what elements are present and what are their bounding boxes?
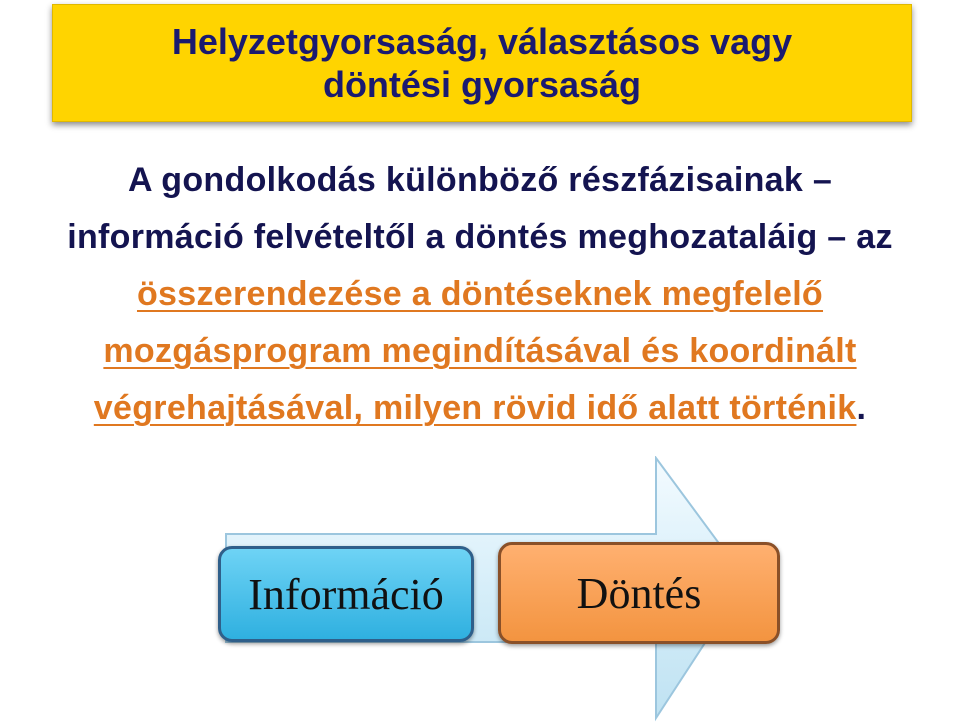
definition-text (0, 152, 960, 437)
text-line-5 (0, 380, 960, 437)
title-line-1: Helyzetgyorsaság, választásos vagy (171, 20, 793, 62)
text-line-3: összerendezése a döntéseknek megfelelő (136, 275, 824, 313)
text-line-5-highlight: végrehajtásával, milyen rövid idő alatt történik (93, 389, 857, 427)
text-line-5-period: . (856, 389, 867, 427)
process-diagram (206, 456, 766, 722)
title-line-2: döntési gyorsaság (322, 64, 642, 105)
information-box (218, 546, 474, 642)
title-box (52, 4, 912, 122)
text-line-2: információ felvételtől a döntés meghozataláig – az (67, 218, 893, 256)
text-line-4: mozgásprogram megindításával és koordinált (103, 332, 857, 370)
information-label: Információ (248, 569, 444, 619)
decision-box (498, 542, 780, 644)
text-line-1: A gondolkodás különböző részfázisainak – (127, 161, 833, 199)
decision-label: Döntés (576, 568, 702, 618)
